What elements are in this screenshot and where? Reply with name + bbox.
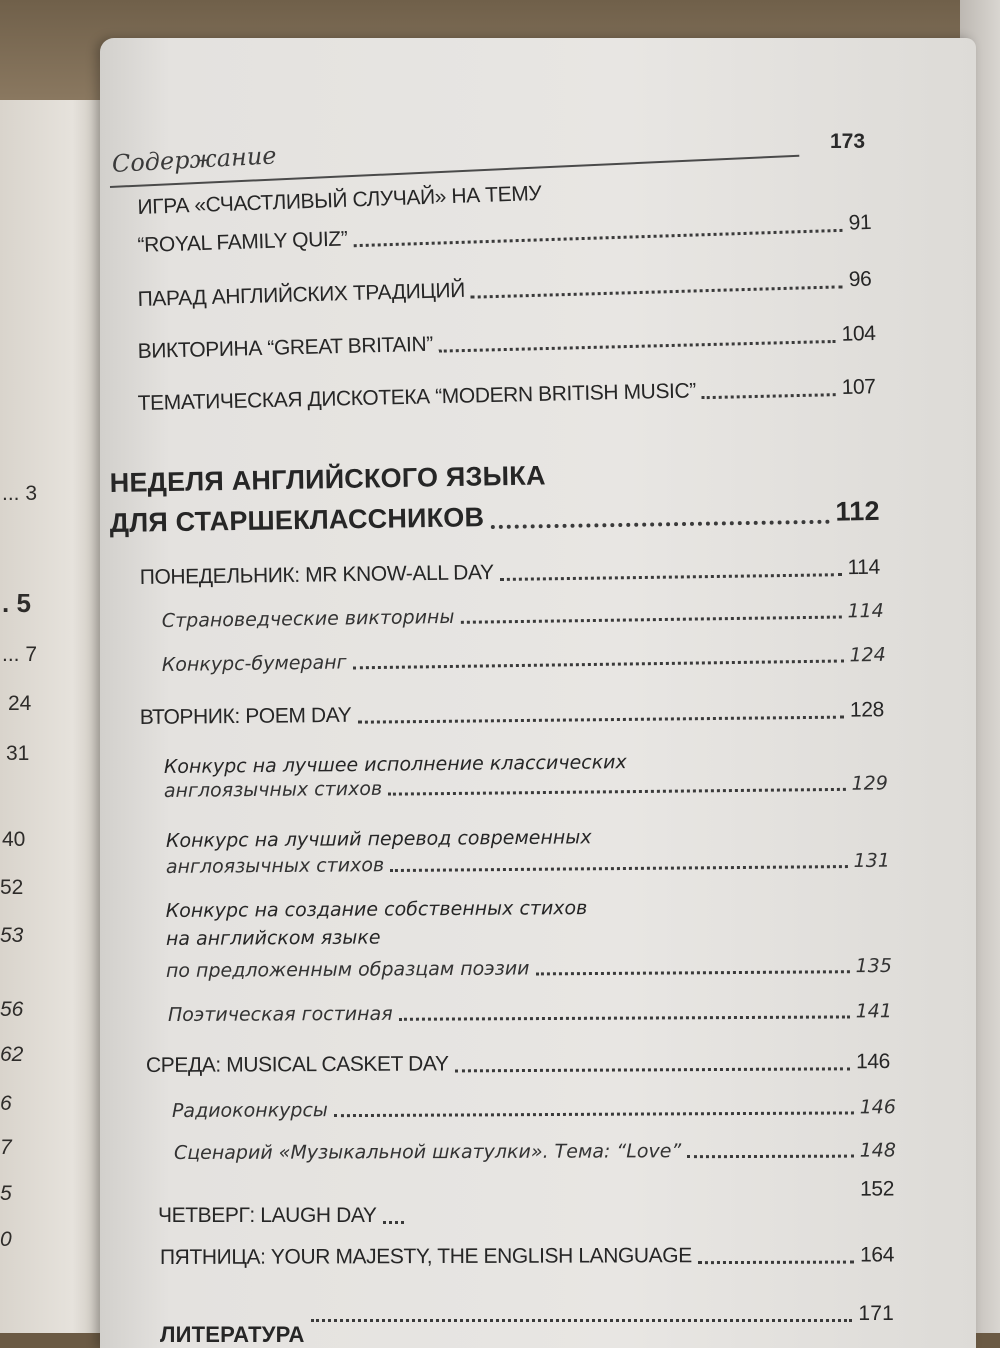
toc-entry-title: ВИКТОРИНА “GREAT BRITAIN” [137,332,434,364]
toc-entry-title: англоязычных стихов [165,854,385,878]
toc-entry-title: на английском языке [165,926,381,950]
toc-entry [140,556,880,590]
leader-dots [471,285,843,298]
toc-entry-title: ТЕМАТИЧЕСКАЯ ДИСКОТЕКА “MODERN BRITISH MUSIC” [137,379,697,416]
running-head: Содержание [111,141,278,178]
left-page-number: 52 [0,876,24,899]
toc-entry-title: Радиоконкурсы [171,1099,328,1122]
left-page-number: 0 [0,1228,12,1251]
left-page-number: . 5 [2,588,31,618]
toc-page-number: 96 [848,267,872,292]
left-page-number: 56 [0,998,24,1021]
page-number: 173 [830,130,866,153]
left-page-number: 62 [0,1043,24,1066]
toc-entry-title: ВТОРНИК: POEM DAY [139,703,352,730]
toc-subentry [166,897,588,950]
toc-entry-title: ПАРАД АНГЛИЙСКИХ ТРАДИЦИЙ [137,278,466,312]
toc-subentry [164,751,627,778]
leader-dots [357,716,844,724]
leader-space [180,1198,854,1200]
toc-page-number: 114 [847,555,880,580]
toc-page-number: 141 [855,1000,892,1023]
section-heading [109,460,545,499]
toc-entry-title: ЧЕТВЕРГ: LAUGH DAY [158,1204,377,1227]
leader-dots [399,1015,850,1020]
toc-subentry [166,850,890,878]
leader-dots [439,340,836,353]
left-page-number: ... 3 [2,482,38,505]
toc-entry-title: Конкурс на создание собственных стихов [165,897,588,923]
section-heading [110,496,880,539]
toc-entry [137,182,542,220]
leader-dots [490,520,829,529]
left-page-edge [0,100,104,1333]
leader-dots [383,1221,405,1224]
leader-dots [334,1111,854,1117]
left-page-number: 5 [0,1182,12,1205]
toc-page-number: 104 [841,321,876,346]
leader-dots [687,1155,853,1159]
leader-dots [390,865,848,872]
toc-subentry [166,826,592,852]
section-page-number: 112 [835,495,880,527]
toc-entry [140,698,884,730]
toc-page-number: 131 [853,849,890,872]
toc-subentry [172,1096,896,1122]
toc-page-number: 152 [860,1177,894,1201]
toc-page-number: 146 [856,1050,890,1074]
section-title: НЕДЕЛЯ АНГЛИЙСКОГО ЯЗЫКА [109,460,546,499]
toc-subentry [166,955,892,982]
toc-entry-title: Поэтическая гостиная [167,1002,393,1026]
left-page-number: 24 [8,692,32,715]
left-page-number: ... 7 [2,643,38,666]
left-page-number: 40 [2,828,26,851]
toc-entry-title: по предложенным образцам поэзии [165,957,530,982]
toc-entry [160,1300,894,1347]
toc-entry [137,322,875,364]
toc-subentry [168,1000,892,1026]
toc-entry [137,268,871,312]
toc-entry-title: англоязычных стихов [163,777,383,802]
leader-dots [455,1067,851,1072]
toc-page-number: 114 [847,599,884,623]
leader-dots [353,659,844,669]
toc-entry [158,1204,410,1228]
toc-entry [146,1050,890,1078]
toc-page-number: 148 [859,1139,896,1162]
toc-page-number: 164 [860,1243,894,1267]
toc-entry-title: Страноведческие викторины [161,605,455,632]
leader-dots [354,229,843,247]
leader-dots [536,970,850,975]
toc-entry-title: Конкурс на лучшее исполнение классических [163,751,627,778]
toc-entry [160,1243,894,1270]
section-title: ДЛЯ СТАРШЕКЛАССНИКОВ [109,502,485,539]
toc-entry [137,375,875,416]
toc-entry-title: ЛИТЕРАТУРА [160,1322,305,1347]
toc-subentry [162,600,884,632]
leader-dots [388,788,846,796]
leader-dots [460,616,841,624]
toc-entry-title: Конкурс-бумеранг [161,651,347,676]
toc-entry-title: ПЯТНИЦА: YOUR MAJESTY, THE ENGLISH LANGUAGE [159,1244,692,1269]
toc-page-number: 107 [841,375,876,400]
toc-subentry [174,1177,894,1204]
toc-entry-title: “ROYAL FAMILY QUIZ” [137,227,348,258]
toc-page-number: 91 [848,210,872,235]
toc-entry [137,211,871,258]
toc-entry-title: ИГРА «СЧАСТЛИВЫЙ СЛУЧАЙ» НА ТЕМУ [137,181,542,220]
toc-entry-title: Сценарий «Музыкальной шкатулки». Тема: “Love” [173,1140,682,1164]
left-page-number: 6 [0,1092,12,1115]
toc-page-number: 128 [849,698,884,722]
table-of-contents [100,38,976,1348]
left-page-number: 7 [0,1136,12,1159]
toc-page-number: 135 [855,954,892,978]
toc-entry-title: ПОНЕДЕЛЬНИК: MR KNOW-ALL DAY [139,561,494,590]
toc-entry-title: Конкурс на лучший перевод современных [165,826,592,852]
toc-subentry [162,644,886,676]
leader-dots [698,1261,854,1265]
left-page-number: 53 [0,924,24,947]
toc-page-number: 171 [858,1302,894,1325]
toc-subentry [174,1139,896,1164]
toc-page-number: 146 [859,1096,896,1119]
toc-entry-title: СРЕДА: MUSICAL CASKET DAY [145,1052,449,1077]
leader-dots [500,573,842,581]
leader-dots [311,1319,853,1322]
leader-dots [702,393,836,399]
toc-page-number: 129 [851,772,888,795]
book-page [100,38,976,1348]
left-page-number: 31 [6,742,30,765]
toc-page-number: 124 [849,643,886,667]
